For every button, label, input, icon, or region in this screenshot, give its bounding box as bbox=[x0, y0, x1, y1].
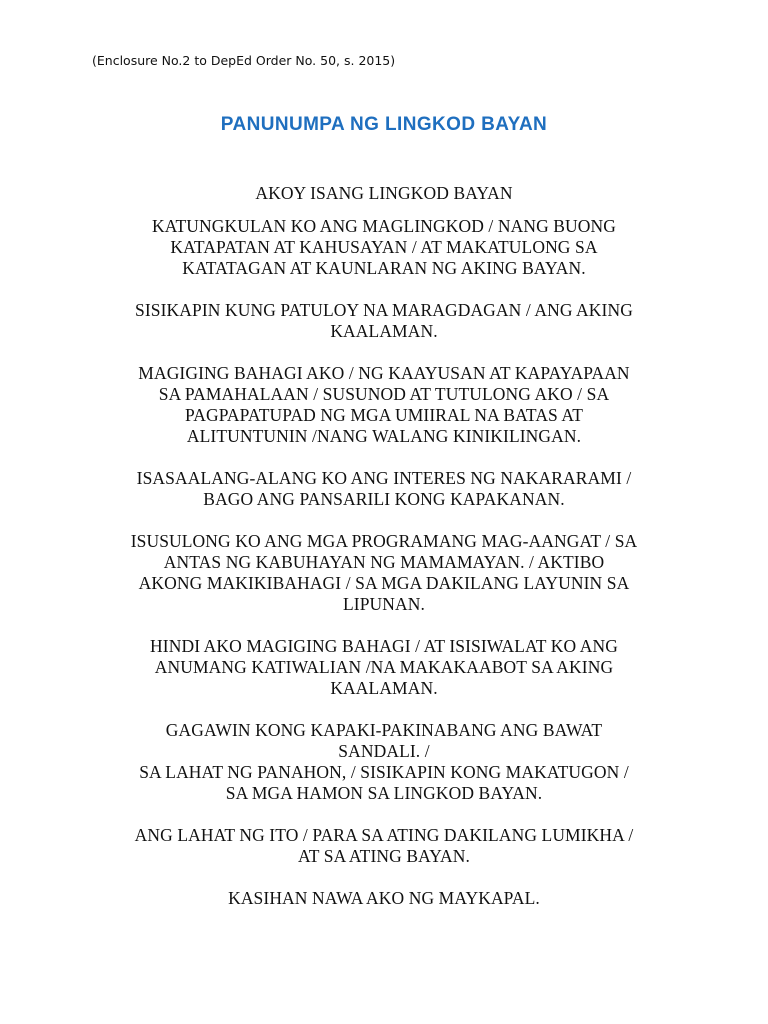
stanza-line: KATATAGAN AT KAUNLARAN NG AKING BAYAN. bbox=[182, 258, 586, 278]
stanza-closing bbox=[60, 888, 708, 909]
stanza-line: MAGIGING BAHAGI AKO / NG KAAYUSAN AT KAPAYAPAAN bbox=[138, 363, 630, 383]
stanza-programs bbox=[60, 531, 708, 615]
stanza-duty bbox=[60, 216, 708, 279]
stanza-line: GAGAWIN KONG KAPAKI-PAKINABANG ANG BAWAT bbox=[165, 720, 603, 740]
enclosure-note: (Enclosure No.2 to DepEd Order No. 50, s. 2015) bbox=[92, 53, 396, 68]
stanza-line: ANG LAHAT NG ITO / PARA SA ATING DAKILANG LUMIKHA / bbox=[134, 825, 634, 845]
stanza-line: ALITUNTUNIN /NANG WALANG KINIKILINGAN. bbox=[186, 426, 582, 446]
stanza-line: KAALAMAN. bbox=[330, 321, 438, 341]
stanza-line: PAGPAPATUPAD NG MGA UMIIRAL NA BATAS AT bbox=[185, 405, 583, 425]
oath-body bbox=[60, 183, 708, 909]
stanza-line: AT SA ATING BAYAN. bbox=[298, 846, 470, 866]
stanza-line: ISUSULONG KO ANG MGA PROGRAMANG MAG-AANGAT / SA bbox=[130, 531, 638, 551]
stanza-line: SISIKAPIN KUNG PATULOY NA MARAGDAGAN / ANG AKING bbox=[135, 300, 633, 320]
stanza-line: KATAPATAN AT KAHUSAYAN / AT MAKATULONG SA bbox=[170, 237, 598, 257]
stanza-line: SA MGA HAMON SA LINGKOD BAYAN. bbox=[225, 783, 543, 803]
stanza-line: HINDI AKO MAGIGING BAHAGI / AT ISISIWALAT KO ANG bbox=[150, 636, 618, 656]
stanza-interest bbox=[60, 468, 708, 510]
stanza-line: SA LAHAT NG PANAHON, / SISIKAPIN KONG MAKATUGON / bbox=[139, 762, 629, 782]
stanza-line: SANDALI. / bbox=[338, 741, 430, 761]
stanza-line: KASIHAN NAWA AKO NG MAYKAPAL. bbox=[228, 888, 540, 908]
stanza-line: AKONG MAKIKIBAHAGI / SA MGA DAKILANG LAYUNIN SA bbox=[138, 573, 630, 593]
stanza-line: LIPUNAN. bbox=[343, 594, 425, 614]
stanza-line: ISASAALANG-ALANG KO ANG INTERES NG NAKARARAMI / bbox=[136, 468, 632, 488]
stanza-line: AKOY ISANG LINGKOD BAYAN bbox=[255, 183, 513, 203]
stanza-order bbox=[60, 363, 708, 447]
page-title: PANUNUMPA NG LINGKOD BAYAN bbox=[220, 114, 548, 135]
stanza-line: ANUMANG KATIWALIAN /NA MAKAKAABOT SA AKING bbox=[154, 657, 614, 677]
stanza-line: SA PAMAHALAAN / SUSUNOD AT TUTULONG AKO / SA bbox=[158, 384, 610, 404]
stanza-line: KAALAMAN. bbox=[330, 678, 438, 698]
stanza-moments bbox=[60, 720, 708, 804]
stanza-knowledge bbox=[60, 300, 708, 342]
stanza-line: KATUNGKULAN KO ANG MAGLINGKOD / NANG BUONG bbox=[151, 216, 617, 236]
stanza-line: BAGO ANG PANSARILI KONG KAPAKANAN. bbox=[203, 489, 565, 509]
stanza-opening bbox=[60, 183, 708, 204]
stanza-dedication bbox=[60, 825, 708, 867]
stanza-corruption bbox=[60, 636, 708, 699]
stanza-line: ANTAS NG KABUHAYAN NG MAMAMAYAN. / AKTIBO bbox=[163, 552, 605, 572]
